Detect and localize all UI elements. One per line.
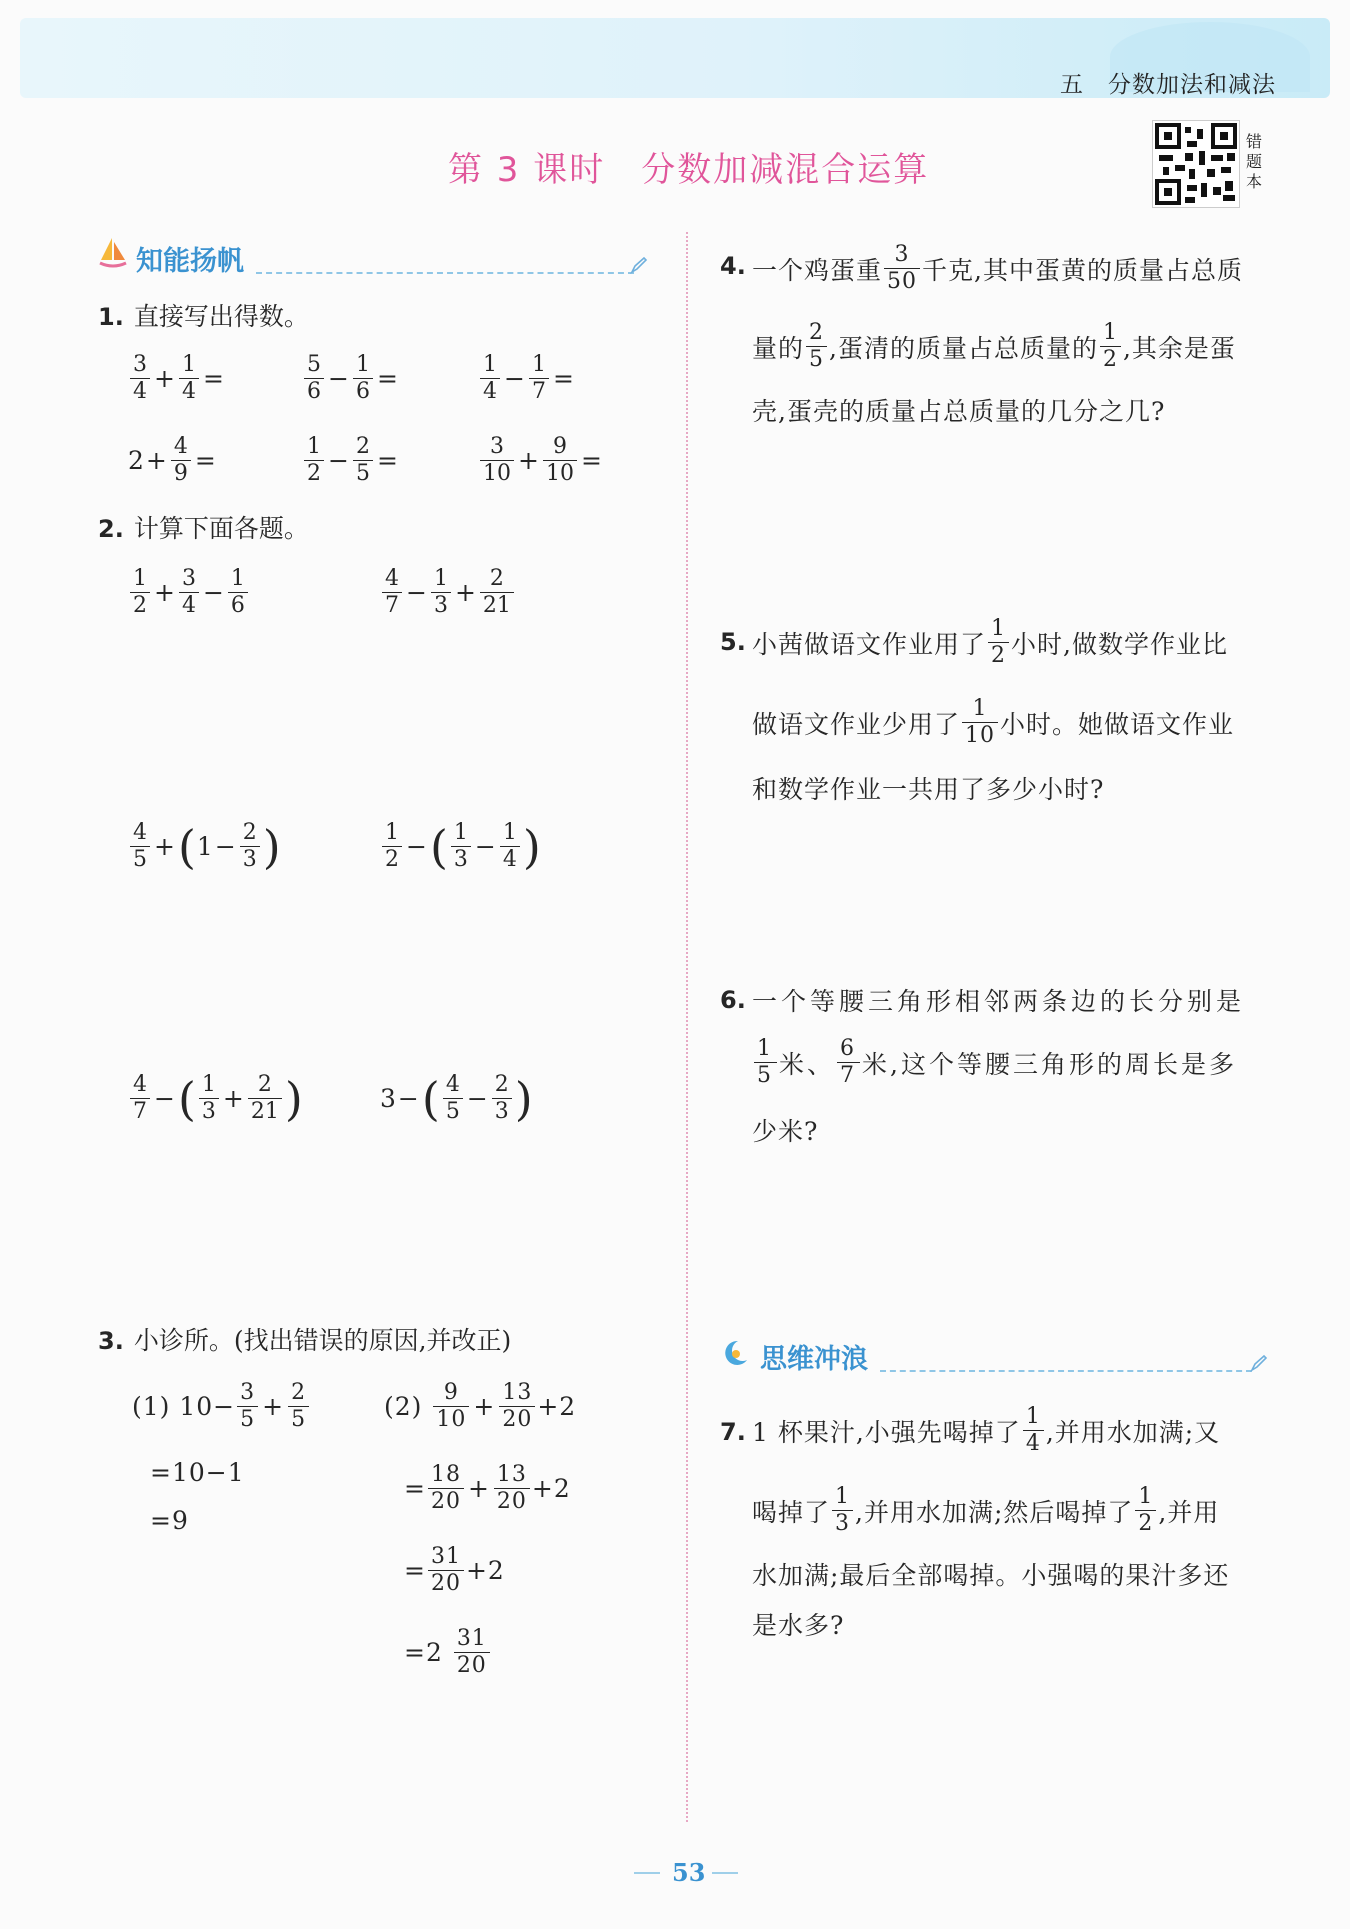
question-number: 3. [98,1327,124,1355]
q2-expression-3: $\frac{4}{5}$ + ( 1 − $\frac{2}{3}$ ) [128,820,282,873]
section-underline [880,1370,1252,1372]
q2-expression-5: $\frac{4}{7}$ − ( $\frac{1}{3}$ + $\frac{2}{21}$ ) [128,1072,304,1125]
question-number: 1. [98,303,124,331]
q4-line-1: 一个鸡蛋重 $\frac{3}{50}$ 千克,其中蛋黄的质量占总质 [752,242,1243,294]
section-underline [256,272,634,274]
question-number: 2. [98,515,124,543]
chapter-title: 五 分数加法和减法 [1060,72,1276,98]
q7-line-4: 是水多? [752,1611,845,1640]
q5-line-2: 做语文作业少用了 $\frac{1}{10}$ 小时。她做语文作业 [752,696,1235,748]
question-number: 4. [720,252,746,280]
column-divider [686,232,688,1822]
q2-expression-4: $\frac{1}{2}$ − ( $\frac{1}{3}$ − $\frac{1}{4}$ ) [380,820,542,873]
q3-part-2-line-2: = $\frac{18}{20}$ + $\frac{13}{20}$ +2 [404,1462,571,1514]
question-text: 小诊所。(找出错误的原因,并改正) [133,1326,512,1355]
q3-part-2-line-4: =2 $\frac{31}{20}$ [404,1626,492,1679]
q7-line-1: 1 杯果汁,小强先喝掉了 $\frac{1}{4}$ ,并用水加满;又 [752,1404,1221,1456]
q3-part-1-line-3: =9 [150,1506,189,1535]
q7-line-3: 水加满;最后全部喝掉。小强喝的果汁多还 [752,1561,1230,1590]
q5-line-1: 小茜做语文作业用了 $\frac{1}{2}$ 小时,做数学作业比 [752,616,1228,668]
page-number: 53 [672,1858,706,1887]
q6-line-1: 一个等腰三角形相邻两条边的长分别是 [752,987,1246,1016]
q1-item-6: $\frac{3}{10}$ + $\frac{9}{10}$ = [478,434,604,487]
lesson-title: 第 3 课时 分数加减混合运算 [448,150,930,190]
question-2-heading [98,512,309,546]
question-number: 6. [720,986,746,1014]
question-text: 计算下面各题。 [133,514,309,543]
moon-star-icon [720,1338,750,1368]
section-title-thinking: 思维冲浪 [760,1344,868,1375]
q1-item-1: $\frac{3}{4}$ + $\frac{1}{4}$ = [128,352,226,405]
wrong-question-label [1246,132,1266,192]
q2-expression-6: 3 − ( $\frac{4}{5}$ − $\frac{2}{3}$ ) [380,1071,533,1126]
q3-part-2-line-1: (2) $\frac{9}{10}$ + $\frac{13}{20}$ +2 [384,1380,577,1432]
q1-item-2: $\frac{5}{6}$ − $\frac{1}{6}$ = [302,352,400,405]
q1-item-5: $\frac{1}{2}$ − $\frac{2}{5}$ = [302,434,400,487]
qr-code-icon[interactable] [1152,120,1240,208]
q1-item-4: 2 + $\frac{4}{9}$ = [128,434,216,486]
question-text: 直接写出得数。 [133,302,309,331]
question-number: 5. [720,628,746,656]
qr-label-char: 题 [1246,152,1263,171]
q4-line-3: 壳,蛋壳的质量占总质量的几分之几? [752,397,1166,426]
q2-expression-2: $\frac{4}{7}$ − $\frac{1}{3}$ + $\frac{2}{21}$ [380,566,516,619]
question-1-heading [98,300,309,334]
question-3-heading [98,1324,511,1358]
q6-line-3: 少米? [752,1117,819,1146]
q5-line-3: 和数学作业一共用了多少小时? [752,775,1105,804]
q4-line-2: 量的 $\frac{2}{5}$ ,蛋清的质量占总质量的 $\frac{1}{2}$ ,其余是蛋 [752,320,1236,372]
qr-label-char: 本 [1246,172,1263,191]
pencil-icon [1250,1354,1268,1372]
q3-part-1-line-1: (1) 10− $\frac{3}{5}$ + $\frac{2}{5}$ [132,1380,311,1433]
q3-part-2-line-3: = $\frac{31}{20}$ +2 [404,1544,505,1596]
q7-line-2: 喝掉了 $\frac{1}{3}$ ,并用水加满;然后喝掉了 $\frac{1}{2}$ ,并用 [752,1484,1220,1536]
question-number: 7. [720,1418,746,1446]
pencil-icon [630,256,648,274]
q1-item-3: $\frac{1}{4}$ − $\frac{1}{7}$ = [478,352,576,405]
section-title-knowledge: 知能扬帆 [136,246,244,277]
page-number-rule [634,1872,660,1874]
q3-part-1-line-2: =10−1 [150,1458,245,1487]
sailboat-icon [98,236,128,270]
qr-label-char: 错 [1246,132,1263,151]
q2-expression-1: $\frac{1}{2}$ + $\frac{3}{4}$ − $\frac{1}{6}$ [128,566,250,619]
page-number-rule [712,1872,738,1874]
q6-line-2: $\frac{1}{5}$ 米、 $\frac{6}{7}$ 米,这个等腰三角形的周长是多 [752,1036,1237,1089]
